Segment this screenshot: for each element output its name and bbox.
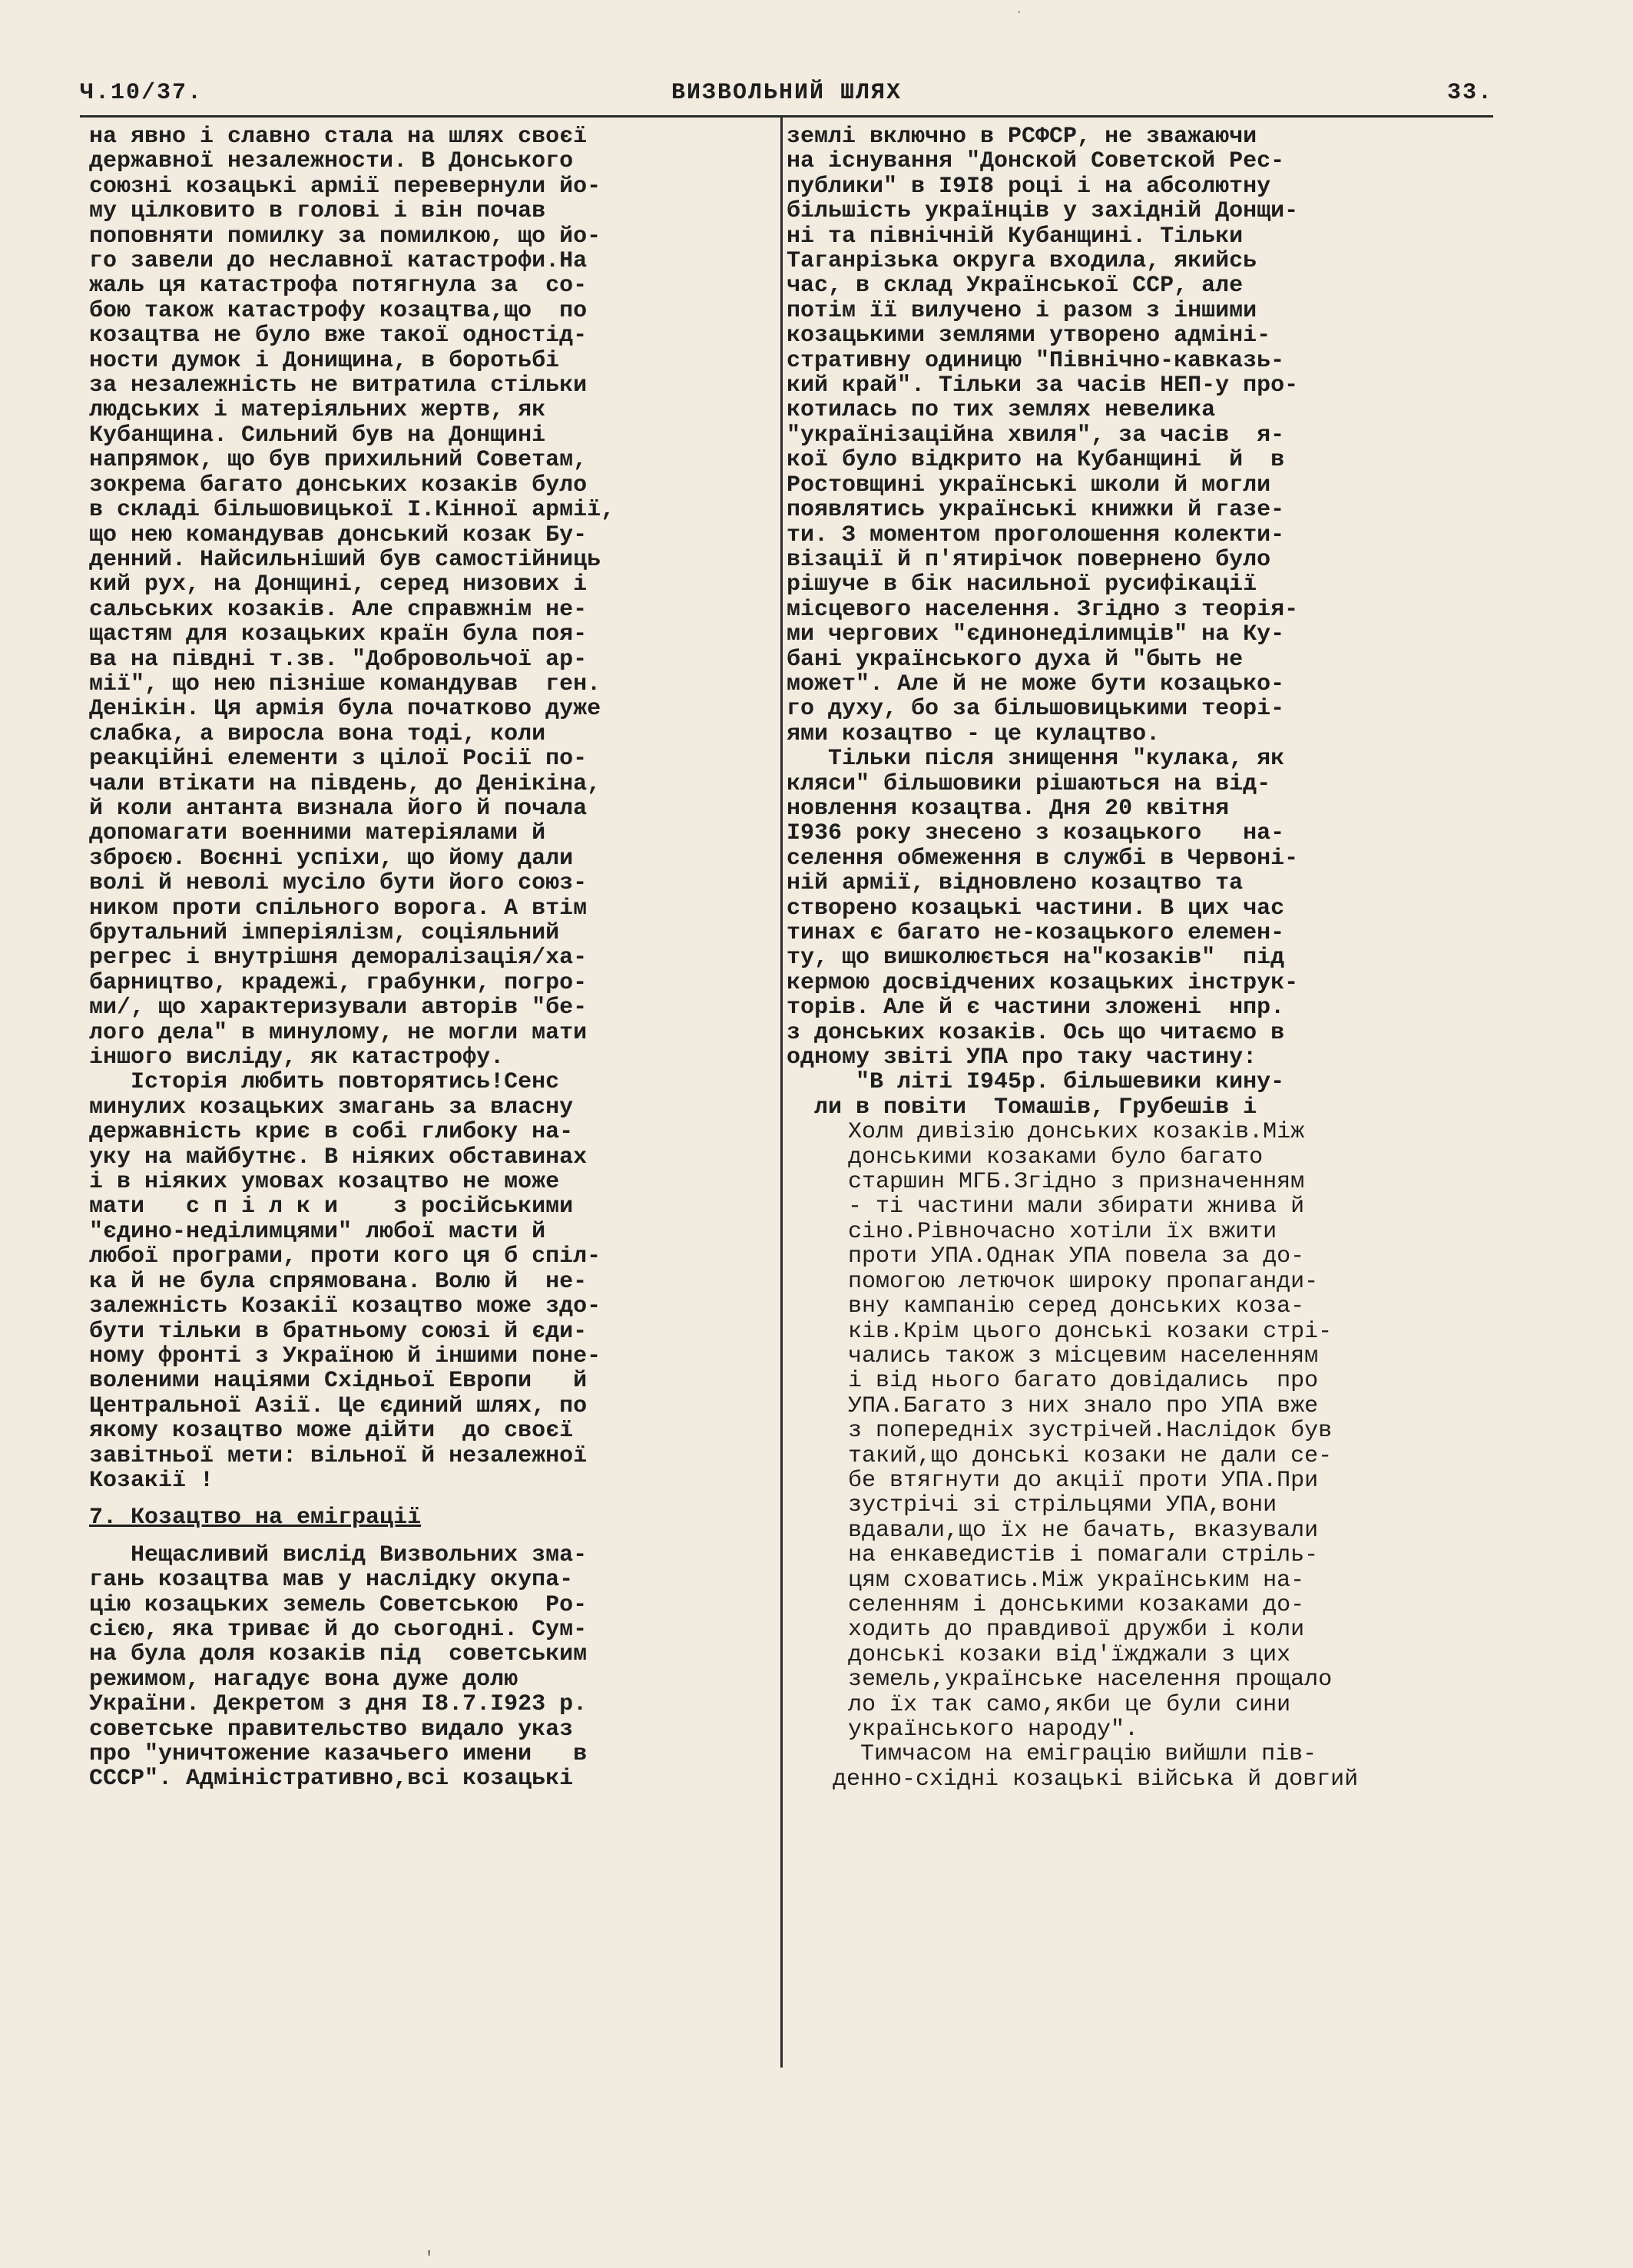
right-paragraph-1: землі включно в РСФСР, не зважаючи на існування "Донской Советской Рес- публики" в І9І8 році і на абсолютну більшість українців у західній Донщи- ні та північній Кубанщині. Тільки Таганрізька округа входила, якийсь час, в склад Української ССР, але потім її вилучено і разом з іншими козацькими землями утворено адміні- стративну одиницю "Північно-кавказь- кий край". Тільки за часів НЕП-у про- котилась по тих землях невелика "українізаційна хвиля", за часів я- кої було відкрито на Кубанщині й в Ростовщині українські школи й могли появлятись українські книжки й газе- ти. З моментом проголошення колекти- візації й п'ятирічок повернено було рішуче в бік насильної русифікації місцевого населення. Згідно з теорія- ми чергових "єдинонеділимців" на Ку- бані українського духа й "быть не может". Але й не може бути козацько- го духу, бо за більшовицькими теорі- ями козацтво - це кулацтво.: [787, 124, 1299, 747]
scan-dot: .: [1015, 3, 1023, 17]
page-number: 33.: [1446, 80, 1493, 106]
right-column: [787, 124, 1486, 1792]
page-mark: ': [424, 2249, 435, 2268]
left-paragraph-1: на явно і славно стала на шлях своєї державної незалежности. В Донського союзні козацькі армії перевернули йо- му цілковито в голові і він почав поповняти помилку за помилкою, що йо- го завели до неславної катастрофи.На жаль ця катастрофа потягнула за со- бою також катастрофу козацтва,що по козацтва не було вже такої одностід- ности думок і Донищина, в боротьбі за незалежність не витратила стільки людських і матеріяльних жертв, як Кубанщина. Сильний був на Донщині напрямок, що був прихильний Советам, зокрема багато донських козаків було в складі більшовицької І.Кінної армії, що нею командував донський козак Бу- денний. Найсильніший був самостійниць кий рух, на Донщині, серед низових і сальських козаків. Але справжнім не- щастям для козацьких країн була поя- ва на півдні т.зв. "Добровольчої ар- мії", що нею пізніше командував ген. Денікін. Ця армія була початково дуже слабка, а виросла вона тоді, коли реакційні елементи з цілої Росії по- чали втікати на південь, до Денікіна, й коли антанта визнала його й почала допомагати военними матеріялами й зброєю. Воєнні успіхи, що йому дали волі й неволі мусіло бути його союз- ником проти спільного ворога. А втім брутальний імперіялізм, соціяльний регрес і внутрішня деморалізація/ха- барництво, крадежі, грабунки, погро- ми/, що характеризували авторів "бе- лого дела" в минулому, не могли мати іншого висліду, як катастрофу.: [89, 124, 615, 1071]
left-column: [89, 124, 773, 1792]
section-heading: 7. Козацтво на еміграції: [89, 1505, 422, 1531]
quote-block: Холм дивізію донських козаків.Між донськими козаками було багато старшин МГБ.Згідно з призначенням - ті частини мали збирати жнива й сіно.Рівночасно хотіли їх вжити проти УПА.Однак УПА повела за до- помогою летючок широку пропаганди- вну кампанію серед донських коза- ків.Крім цього донські козаки стрі- чались також з місцевим населенням і від нього багато довідались про УПА.Багато з них знало про УПА вже з попередніх зустрічей.Наслідок був такий,що донські козаки не дали се- бе втягнути до акції проти УПА.При зустрічі зі стрільцями УПА,вони вдавали,що їх не бачать, вказували на енкаведистів і помагали стріль- цям сховатись.Між українським на- селенням і донськими козаками до- ходить до правдивої дружби і коли донські козаки від'їжджали з цих земель,українське населення прощало ло їх так само,якби це були сини українського народу".: [848, 1119, 1333, 1743]
right-paragraph-2: Тільки після знищення "кулака, як кляси" більшовики рішаються на від- новлення козацтва. Дня 20 квітня І936 року знесено з козацького на- селення обмеження в службі в Червоні- ній армії, відновлено козацтво та створено козацькі частини. В цих час тинах є багато не-козацького елемен- ту, що вишколюється на"козаків" під кермою досвідчених козацьких інструк- торів. Але й є частини зложені нпр. з донських козаків. Ось що читаємо в одному звіті УПА про таку частину:: [787, 746, 1299, 1071]
left-paragraph-2: Історія любить повторятись!Сенс минулих козацьких змагань за власну державність криє в собі глибоку на- уку на майбутнє. В ніяких обставинах і в ніяких умовах козацтво не може мати с п і л к и з російськими "єдино-неділимцями" любої масти й любої програми, проти кого ця б спіл- ка й не була спрямована. Волю й не- залежність Козакії козацтво може здо- бути тільки в братньому союзі й єди- ному фронті з Україною й іншими поне- воленими націями Східньої Европи й Центральної Азії. Це єдиний шлях, по якому козацтво може дійти до своєї завітньої мети: вільної й незалежної Козакії !: [89, 1069, 601, 1494]
quote-intro: "В літі І945р. більшевики кину- ли в повіти Томашів, Грубешів і: [814, 1069, 1285, 1121]
journal-title: ВИЗВОЛЬНИЙ ШЛЯХ: [671, 80, 903, 106]
issue-number: Ч.10/37.: [80, 80, 204, 106]
page-header: [80, 80, 1493, 115]
right-paragraph-3: Тимчасом на еміграцію вийшли пів- денно-східні козацькі війська й довгий: [833, 1741, 1359, 1793]
left-paragraph-3: Нещасливий вислід Визвольних зма- гань козацтва мав у наслідку окупа- цію козацьких земель Советською Ро- сією, яка триває й до сьогодні. Сум- на була доля козаків під советським режимом, нагадує вона дуже долю України. Декретом з дня І8.7.І923 р. советське правительство видало указ про "уничтожение казачьего имени в СССР". Адміністративно,всі козацькі: [89, 1541, 588, 1793]
header-rule: [80, 115, 1493, 118]
column-divider: [780, 117, 783, 2068]
